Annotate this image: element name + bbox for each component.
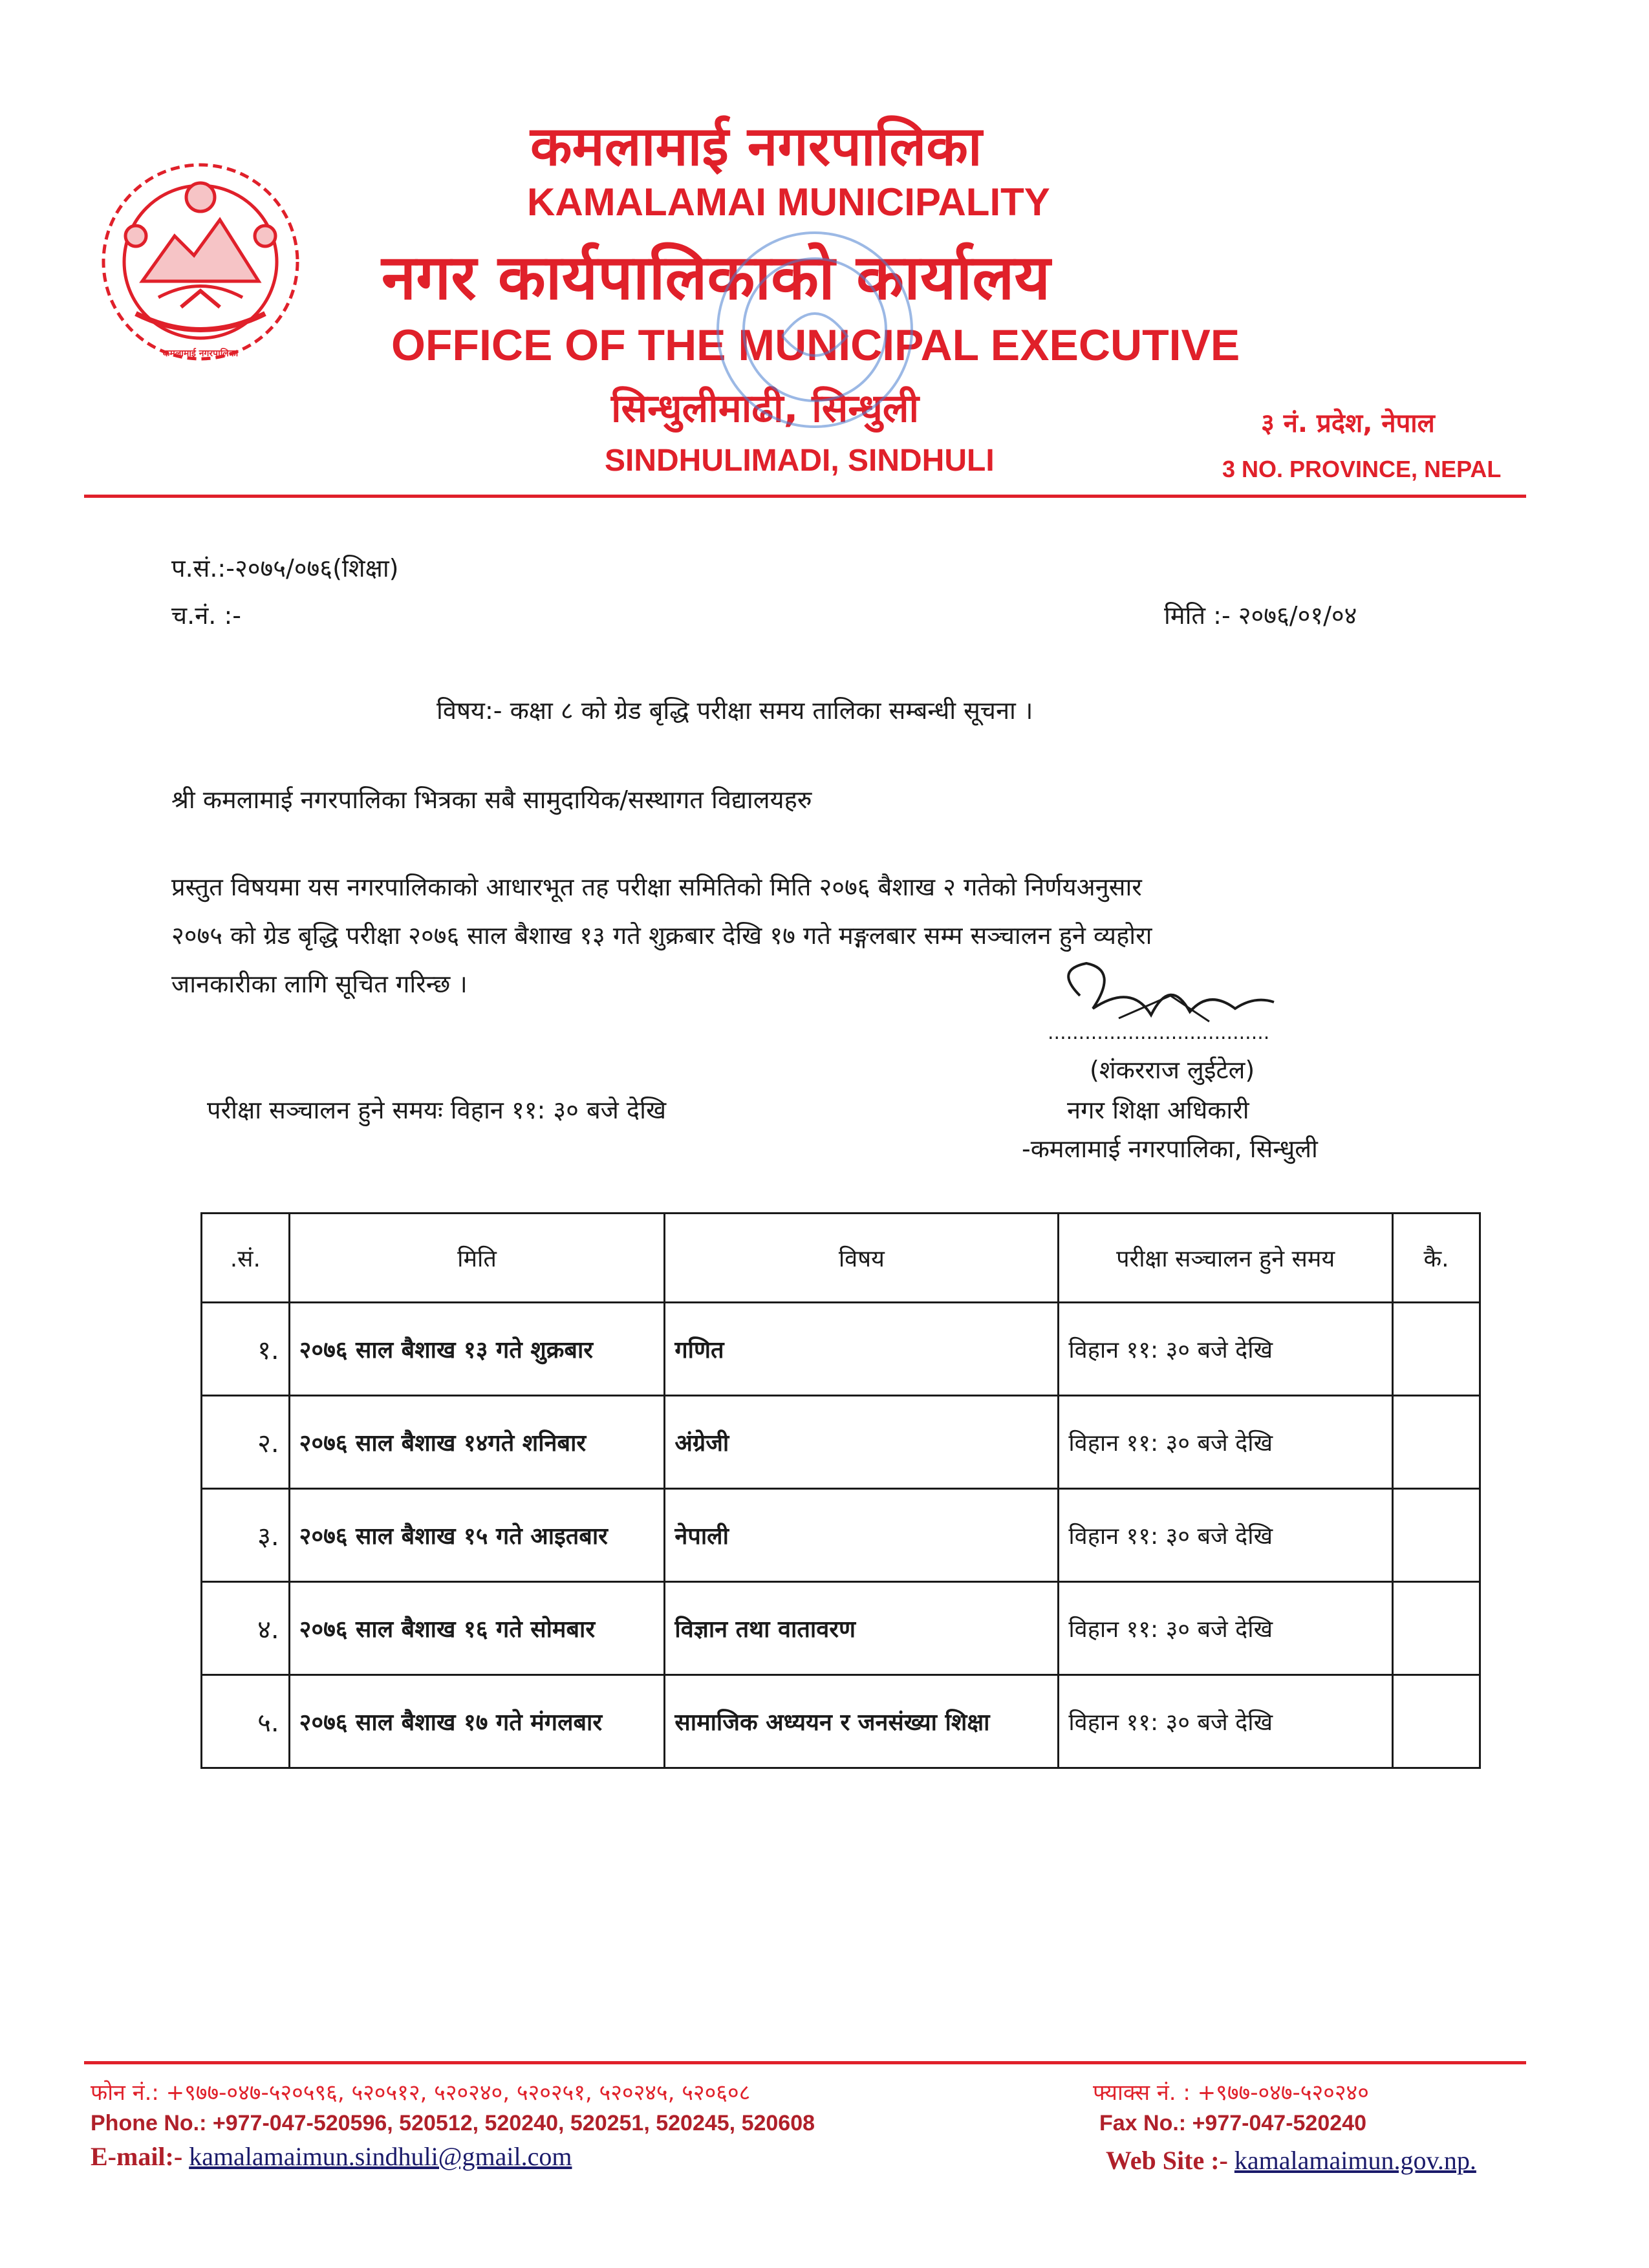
header-subject: विषय	[665, 1214, 1059, 1303]
table-row	[202, 1675, 1480, 1768]
fax-en: Fax No.: +977-047-520240	[1099, 2111, 1366, 2135]
row-subject: सामाजिक अध्ययन र जनसंख्या शिक्षा	[665, 1675, 1059, 1768]
province-np: ३ नं. प्रदेश, नेपाल	[1261, 409, 1435, 438]
signatory-organization: -कमलामाई नगरपालिका, सिन्धुली	[1022, 1135, 1318, 1163]
table-row	[202, 1582, 1480, 1675]
row-time: विहान ११: ३० बजे देखि	[1059, 1489, 1393, 1582]
row-subject: विज्ञान तथा वातावरण	[665, 1582, 1059, 1675]
office-name-np: नगर कार्यपालिकाको कार्यालय	[382, 241, 1051, 314]
website-link[interactable]: kamalamaimun.gov.np.	[1234, 2146, 1476, 2175]
header-date: मिति	[289, 1214, 665, 1303]
government-emblem	[97, 158, 304, 365]
municipality-name-np: कमलामाई नगरपालिका	[530, 114, 982, 178]
row-subject: गणित	[665, 1303, 1059, 1396]
row-time: विहान ११: ३० बजे देखि	[1059, 1582, 1393, 1675]
row-sn: ५.	[202, 1675, 290, 1768]
office-stamp	[711, 226, 918, 433]
letter-date: मिति :- २०७६/०१/०४	[1164, 601, 1357, 630]
phone-en: Phone No.: +977-047-520596, 520512, 520240, 520251, 520245, 520608	[91, 2111, 815, 2135]
row-time: विहान ११: ३० बजे देखि	[1059, 1303, 1393, 1396]
fax-np: फ्याक्स नं. : +९७७-०४७-५२०२४०	[1093, 2080, 1369, 2106]
header-remarks: कै.	[1393, 1214, 1480, 1303]
body-paragraph-line-1: प्रस्तुत विषयमा यस नगरपालिकाको आधारभूत तह परीक्षा समितिको मिति २०७६ बैशाख २ गतेको निर्णयअनुसार	[171, 873, 1142, 901]
row-time: विहान ११: ३० बजे देखि	[1059, 1396, 1393, 1489]
table-row	[202, 1489, 1480, 1582]
exam-time-note: परीक्षा सञ्चालन हुने समयः विहान ११: ३० बजे देखि	[207, 1096, 667, 1124]
header-sn: .सं.	[202, 1214, 290, 1303]
row-date: २०७६ साल बैशाख १४गते शनिबार	[289, 1396, 665, 1489]
signatory-name: (शंकरराज लुईटेल)	[1090, 1056, 1255, 1084]
exam-schedule-table	[200, 1212, 1481, 1769]
office-name-en: OFFICE OF THE MUNICIPAL EXECUTIVE	[391, 321, 1240, 370]
row-date: २०७६ साल बैशाख १७ गते मंगलबार	[289, 1675, 665, 1768]
emblem-icon	[97, 158, 304, 365]
email-line	[91, 2141, 572, 2172]
row-time: विहान ११: ३० बजे देखि	[1059, 1675, 1393, 1768]
row-date: २०७६ साल बैशाख १५ गते आइतबार	[289, 1489, 665, 1582]
letter-recipient: श्री कमलामाई नगरपालिका भित्रका सबै सामुदायिक/सस्थागत विद्यालयहरु	[171, 786, 812, 814]
email-label: E-mail:-	[91, 2142, 183, 2171]
body-paragraph-line-3: जानकारीका लागि सूचित गरिन्छ ।	[171, 970, 468, 998]
website-line	[1106, 2145, 1476, 2176]
row-sn: ३.	[202, 1489, 290, 1582]
row-subject: अंग्रेजी	[665, 1396, 1059, 1489]
municipality-name-en: KAMALAMAI MUNICIPALITY	[527, 180, 1050, 224]
row-sn: १.	[202, 1303, 290, 1396]
emblem-caption: कमलामाई नगरपालिका	[162, 348, 239, 359]
signatory-title: नगर शिक्षा अधिकारी	[1067, 1096, 1249, 1124]
reference-number: प.सं.:-२०७५/०७६(शिक्षा)	[171, 554, 399, 583]
dispatch-number: च.नं. :-	[171, 601, 241, 630]
footer-divider	[84, 2061, 1526, 2064]
table-row	[202, 1396, 1480, 1489]
row-remarks	[1393, 1396, 1480, 1489]
row-subject: नेपाली	[665, 1489, 1059, 1582]
location-np: सिन्धुलीमाढी, सिन्धुली	[611, 386, 920, 431]
row-sn: २.	[202, 1396, 290, 1489]
location-en: SINDHULIMADI, SINDHULI	[605, 444, 995, 478]
website-label: Web Site :-	[1106, 2146, 1228, 2175]
province-en: 3 NO. PROVINCE, NEPAL	[1222, 456, 1502, 482]
email-link[interactable]: kamalamaimun.sindhuli@gmail.com	[189, 2142, 572, 2171]
table-row	[202, 1303, 1480, 1396]
row-remarks	[1393, 1489, 1480, 1582]
row-remarks	[1393, 1582, 1480, 1675]
table-header-row	[202, 1214, 1480, 1303]
phone-np: फोन नं.: +९७७-०४७-५२०५९६, ५२०५१२, ५२०२४०, ५२०२५१, ५२०२४५, ५२०६०८	[91, 2080, 751, 2106]
signature-dots: ....................................	[1048, 1022, 1270, 1044]
header-divider	[84, 495, 1526, 498]
row-date: २०७६ साल बैशाख १६ गते सोमबार	[289, 1582, 665, 1675]
row-remarks	[1393, 1675, 1480, 1768]
row-date: २०७६ साल बैशाख १३ गते शुक्रबार	[289, 1303, 665, 1396]
body-paragraph-line-2: २०७५ को ग्रेड बृद्धि परीक्षा २०७६ साल बैशाख १३ गते शुक्रबार देखि १७ गते मङ्गलबार सम्म सञ्चालन हुने व्यहोरा	[171, 921, 1152, 950]
row-sn: ४.	[202, 1582, 290, 1675]
row-remarks	[1393, 1303, 1480, 1396]
letter-subject: विषय:- कक्षा ८ को ग्रेड बृद्धि परीक्षा समय तालिका सम्बन्धी सूचना ।	[436, 696, 1033, 725]
header-time: परीक्षा सञ्चालन हुने समय	[1059, 1214, 1393, 1303]
stamp-icon	[711, 226, 918, 433]
